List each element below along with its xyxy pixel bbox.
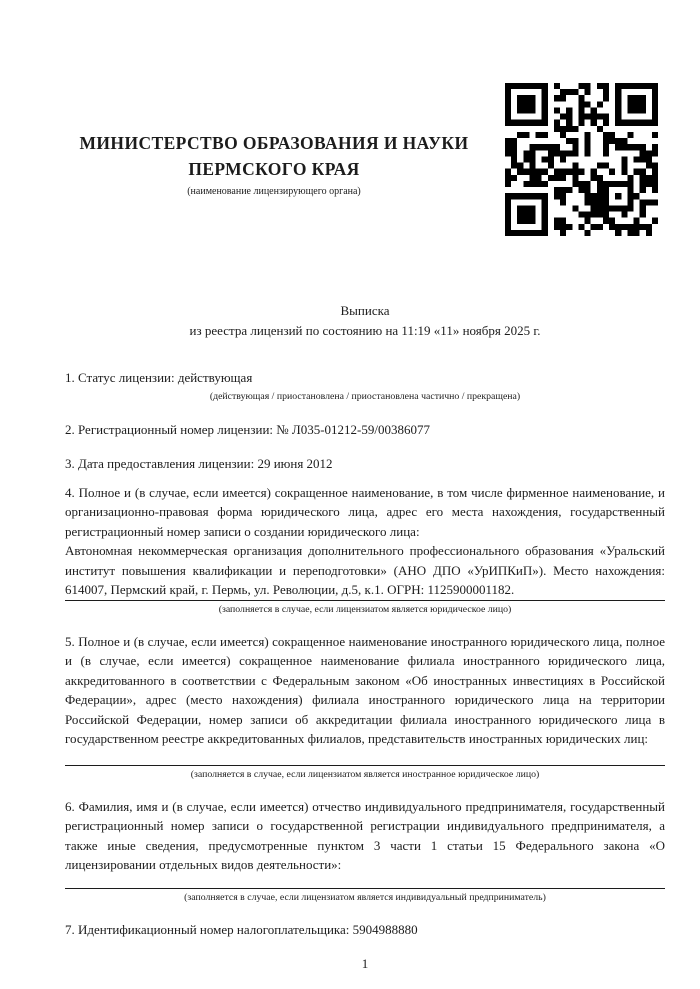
license-status-text: 1. Статус лицензии: действующая xyxy=(65,370,253,385)
individual-entrepreneur-caption: (заполняется в случае, если лицензиатом является индивидуальный предприниматель) xyxy=(184,891,546,903)
inn-text: 7. Идентификационный номер налогоплательщика: 5904988880 xyxy=(65,921,418,937)
item-foreign-entity xyxy=(65,632,665,781)
document-title-line1: Выписка xyxy=(340,303,390,318)
field-rule xyxy=(65,600,665,601)
document-title xyxy=(65,301,665,341)
individual-entrepreneur-value xyxy=(65,875,665,888)
individual-entrepreneur-text: 6. Фамилия, имя и (в случае, если имеется) отчество индивидуального предпринимателя, государственный регистрационный номер записи о государственной регистрации индивидуального предпринимателя, а также иные сведения, предусмотренные пунктом 3 части 1 статьи 15 Федерального закона «О лицензировании отдельных видов деятельности»: xyxy=(65,798,665,872)
license-status-caption: (действующая / приостановлена / приостановлена частично / прекращена) xyxy=(209,390,521,402)
document-title-line2: из реестра лицензий по состоянию на 11:19 «11» ноября 2025 г. xyxy=(189,323,541,338)
legal-entity-text: 4. Полное и (в случае, если имеется) сокращенное наименование, в том числе фирменное наименование, и организационно-правовая форма юридического лица, адрес его места нахождения, государственный регистрационный номер записи о создании юридического лица: xyxy=(65,484,665,539)
registration-number-text: 2. Регистрационный номер лицензии: № Л035-01212-59/00386077 xyxy=(65,421,431,437)
legal-entity-value: Автономная некоммерческая организация дополнительного профессионального образования «Уральский институт повышения квалификации и переподготовки» (АНО ДПО «УрИПКиП»). Место нахождения: 614007, Пермский край, г. Пермь, ул. Революции, д.5, к.1. ОГРН: 1125900001182. xyxy=(65,543,665,597)
field-rule xyxy=(65,888,665,889)
item-license-status xyxy=(65,368,665,403)
grant-date-text: 3. Дата предоставления лицензии: 29 июня 2012 xyxy=(65,456,333,471)
legal-entity-caption: (заполняется в случае, если лицензиатом является юридическое лицо) xyxy=(218,603,512,615)
foreign-entity-caption: (заполняется в случае, если лицензиатом является иностранное юридическое лицо) xyxy=(190,768,540,780)
foreign-entity-text: 5. Полное и (в случае, если имеется) сокращенное наименование иностранного юридического лица, полное и (в случае, если имеется) сокращенное наименование филиала иностранного юридического лица, аккредитованного в соответствии с Федеральным законом «Об иностранных инвестициях в Российской Федерации», адрес (место нахождения) филиала иностранного юридического лица на территории Российской Федерации, номер записи об аккредитации филиала иностранного юридического лица в государственном реестре аккредитованных филиалов, представительств иностранных юридических лиц: xyxy=(65,633,665,746)
item-grant-date xyxy=(65,454,665,474)
qr-code xyxy=(505,83,658,236)
page-number: 1 xyxy=(361,956,369,971)
ministry-name-line2: ПЕРМСКОГО КРАЯ xyxy=(188,159,360,179)
document-body xyxy=(65,301,665,972)
item-legal-entity xyxy=(65,483,665,616)
item-inn xyxy=(65,920,665,940)
issuing-authority-header xyxy=(63,130,485,198)
ministry-name-line1: МИНИСТЕРСТВО ОБРАЗОВАНИЯ И НАУКИ xyxy=(79,133,469,153)
ministry-caption: (наименование лицензирующего органа) xyxy=(187,186,361,197)
field-rule xyxy=(65,765,665,766)
item-individual-entrepreneur xyxy=(65,797,665,904)
foreign-entity-value xyxy=(65,749,665,765)
item-registration-number xyxy=(65,420,665,440)
